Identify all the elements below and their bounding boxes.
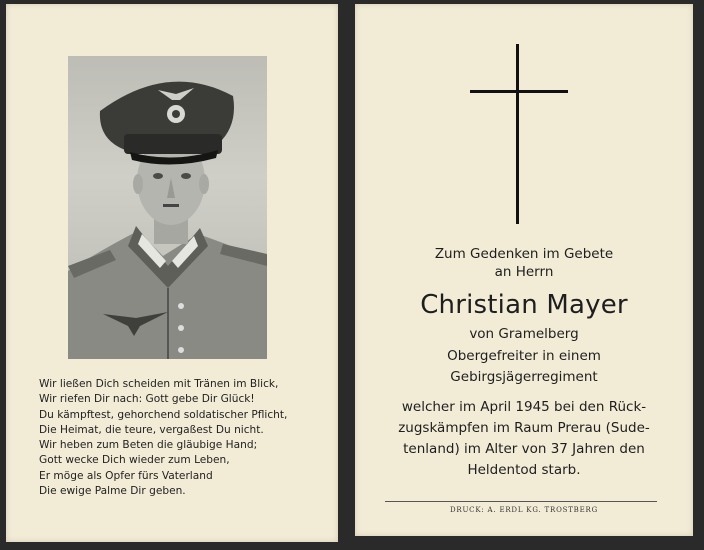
poem-line: Wir riefen Dir nach: Gott gebe Dir Glück! (39, 393, 255, 406)
notice-line: Heldentod starb. (467, 462, 581, 478)
cross-icon-horizontal (470, 90, 568, 93)
poem-line: Gott wecke Dich wieder zum Leben, (39, 454, 230, 467)
soldier-portrait-photo (68, 56, 267, 359)
cross-icon-vertical (516, 44, 519, 224)
dedication-line: Zum Gedenken im Gebete (434, 246, 614, 262)
notice-line: tenland) im Alter von 37 Jahren den (403, 441, 645, 457)
regiment-line: Gebirgsjägerregiment (450, 369, 598, 385)
origin-line: von Gramelberg (469, 326, 579, 342)
poem-line: Die Heimat, die teure, vergaßest Du nicht. (39, 423, 264, 436)
right-card (355, 4, 693, 536)
death-notice-text (355, 397, 693, 481)
divider (385, 501, 657, 502)
poem-line: Er möge als Opfer fürs Vaterland (39, 469, 213, 482)
poem-line: Wir ließen Dich scheiden mit Tränen im Blick, (39, 378, 279, 390)
rank-line: Obergefreiter in einem (447, 348, 601, 364)
memorial-poem (39, 377, 329, 499)
deceased-name: Christian Mayer (420, 290, 628, 320)
honorific-line: an Herrn (494, 264, 554, 280)
notice-line: zugskämpfen im Raum Prerau (Sude- (398, 420, 650, 436)
poem-line: Wir heben zum Beten die gläubige Hand; (39, 439, 258, 452)
notice-line: welcher im April 1945 bei den Rück- (401, 399, 647, 415)
left-card (6, 4, 338, 542)
poem-line: Du kämpftest, gehorchend soldatischer Pflicht, (39, 408, 288, 421)
poem-line: Die ewige Palme Dir geben. (39, 485, 186, 498)
printer-credit: DRUCK: A. ERDL KG. TROSTBERG (449, 506, 598, 514)
